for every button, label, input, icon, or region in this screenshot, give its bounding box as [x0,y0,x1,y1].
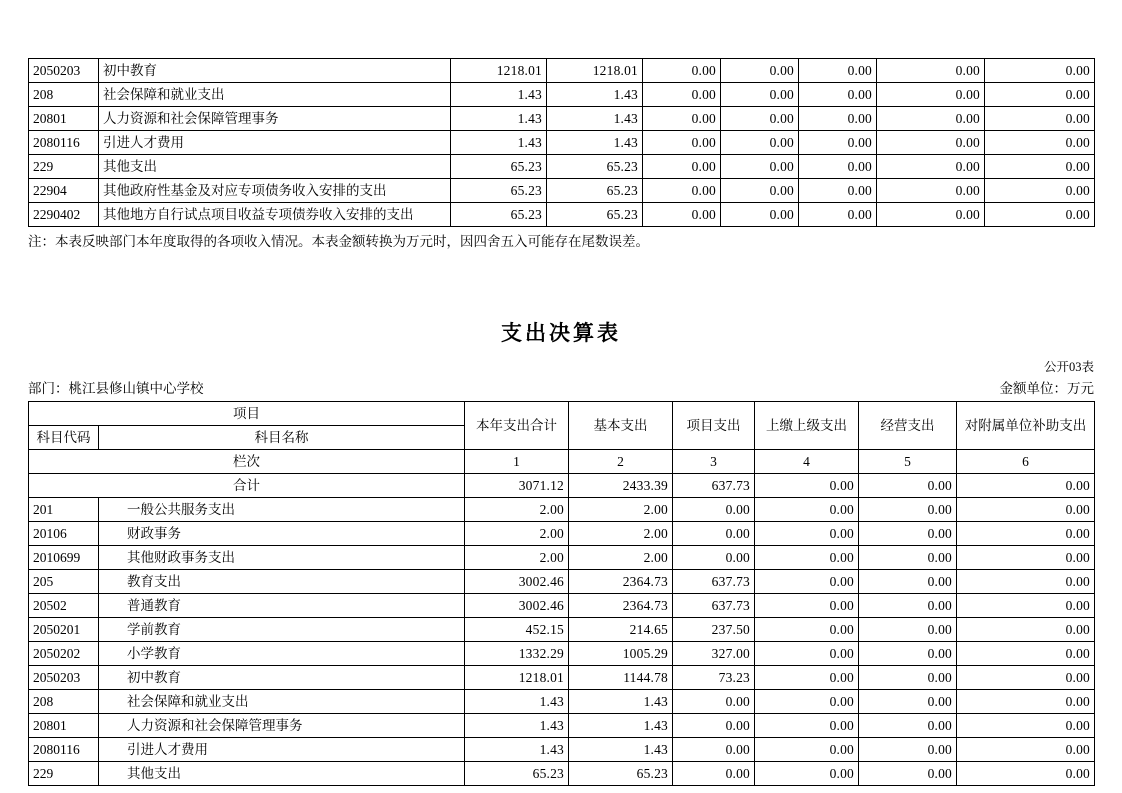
row-value: 0.00 [755,498,859,522]
row-value: 65.23 [547,155,643,179]
row-value: 0.00 [859,570,957,594]
header-name: 科目名称 [99,426,465,450]
row-name: 人力资源和社会保障管理事务 [99,107,451,131]
row-value: 0.00 [721,107,799,131]
row-value: 3002.46 [465,594,569,618]
row-value: 1.43 [569,690,673,714]
row-value: 0.00 [643,131,721,155]
row-value: 2364.73 [569,570,673,594]
row-value: 0.00 [985,131,1095,155]
row-value: 65.23 [569,762,673,786]
row-value: 0.00 [673,738,755,762]
row-value: 0.00 [673,546,755,570]
row-value: 1332.29 [465,642,569,666]
row-value: 0.00 [643,155,721,179]
table-note: 注：本表反映部门本年度取得的各项收入情况。本表金额转换为万元时，因四舍五入可能存在尾数误差。 [28,234,649,249]
header-col-2: 基本支出 [569,402,673,450]
row-value: 2.00 [465,498,569,522]
row-value: 0.00 [755,522,859,546]
row-value: 0.00 [985,107,1095,131]
row-value: 0.00 [877,59,985,83]
row-value: 65.23 [465,762,569,786]
row-value: 0.00 [755,690,859,714]
row-name: 初中教育 [99,59,451,83]
row-value: 0.00 [957,762,1095,786]
row-value: 0.00 [859,618,957,642]
row-value: 0.00 [721,203,799,227]
table-row [29,570,1095,594]
header-col-4: 上缴上级支出 [755,402,859,450]
table-row [29,594,1095,618]
row-value: 1.43 [465,738,569,762]
row-value: 1.43 [451,131,547,155]
total-row [29,474,1095,498]
row-value: 2.00 [465,546,569,570]
row-value: 0.00 [799,107,877,131]
row-code: 20801 [29,107,99,131]
row-value: 1218.01 [451,59,547,83]
row-name: 引进人才费用 [99,738,465,762]
row-code: 2290402 [29,203,99,227]
row-value: 0.00 [877,131,985,155]
row-code: 2050201 [29,618,99,642]
row-value: 65.23 [451,155,547,179]
row-value: 2.00 [569,498,673,522]
row-name: 其他支出 [99,155,451,179]
row-name: 学前教育 [99,618,465,642]
row-value: 0.00 [859,498,957,522]
row-value: 0.00 [859,546,957,570]
row-value: 1.43 [547,107,643,131]
table-row [29,83,1095,107]
row-value: 0.00 [877,179,985,203]
form-number: 公开03表 [1043,360,1094,374]
table-row [29,714,1095,738]
row-name: 社会保障和就业支出 [99,83,451,107]
row-value: 0.00 [957,666,1095,690]
row-value: 0.00 [877,83,985,107]
row-value: 0.00 [859,594,957,618]
row-code: 205 [29,570,99,594]
row-code: 2050203 [29,59,99,83]
row-value: 0.00 [859,666,957,690]
row-value: 1218.01 [465,666,569,690]
row-code: 201 [29,498,99,522]
total-value-1: 3071.12 [465,474,569,498]
header-col-3: 项目支出 [673,402,755,450]
row-name: 其他支出 [99,762,465,786]
row-value: 0.00 [721,179,799,203]
row-name: 初中教育 [99,666,465,690]
row-value: 0.00 [755,714,859,738]
row-value: 0.00 [859,522,957,546]
row-value: 65.23 [451,179,547,203]
row-value: 0.00 [957,498,1095,522]
row-value: 0.00 [799,131,877,155]
row-value: 1.43 [547,83,643,107]
row-value: 0.00 [957,618,1095,642]
table-row [29,762,1095,786]
row-value: 0.00 [643,107,721,131]
row-value: 0.00 [721,83,799,107]
row-name: 小学教育 [99,642,465,666]
row-name: 社会保障和就业支出 [99,690,465,714]
row-code: 2010699 [29,546,99,570]
row-value: 0.00 [957,690,1095,714]
row-value: 0.00 [957,714,1095,738]
row-value: 0.00 [673,690,755,714]
row-name: 普通教育 [99,594,465,618]
table-meta [28,377,1094,397]
rank-2: 2 [569,450,673,474]
row-value: 0.00 [877,155,985,179]
row-value: 637.73 [673,570,755,594]
header-item-group: 项目 [29,402,465,426]
row-value: 1.43 [451,83,547,107]
rank-6: 6 [957,450,1095,474]
table-row [29,522,1095,546]
row-value: 0.00 [721,59,799,83]
row-value: 0.00 [721,155,799,179]
header-col-6: 对附属单位补助支出 [957,402,1095,450]
department-label: 部门：桃江县修山镇中心学校 [28,381,204,396]
row-value: 0.00 [755,762,859,786]
header-col-5: 经营支出 [859,402,957,450]
row-value: 1218.01 [547,59,643,83]
row-value: 1.43 [465,714,569,738]
row-value: 0.00 [643,179,721,203]
page-title: 支出决算表 [501,321,621,345]
row-value: 3002.46 [465,570,569,594]
row-code: 20502 [29,594,99,618]
row-value: 0.00 [799,83,877,107]
row-value: 0.00 [755,738,859,762]
row-code: 229 [29,155,99,179]
row-name: 一般公共服务支出 [99,498,465,522]
row-value: 0.00 [985,203,1095,227]
row-value: 0.00 [957,546,1095,570]
row-code: 2080116 [29,738,99,762]
amount-unit-label: 金额单位：万元 [999,381,1094,396]
income-table [28,58,1095,227]
row-name: 其他财政事务支出 [99,546,465,570]
row-value: 0.00 [985,83,1095,107]
table-row [29,59,1095,83]
row-value: 0.00 [799,59,877,83]
row-value: 0.00 [859,690,957,714]
table-row [29,666,1095,690]
rank-4: 4 [755,450,859,474]
table-row [29,131,1095,155]
row-value: 0.00 [859,762,957,786]
row-value: 0.00 [957,642,1095,666]
row-code: 208 [29,83,99,107]
row-value: 0.00 [877,203,985,227]
row-value: 2.00 [465,522,569,546]
row-code: 20801 [29,714,99,738]
row-value: 0.00 [643,203,721,227]
row-code: 2050202 [29,642,99,666]
table-row [29,107,1095,131]
table-row [29,738,1095,762]
row-value: 0.00 [859,642,957,666]
header-rank-row [29,450,1095,474]
row-value: 0.00 [957,738,1095,762]
row-value: 0.00 [643,83,721,107]
row-value: 65.23 [451,203,547,227]
row-value: 0.00 [957,570,1095,594]
row-value: 1.43 [451,107,547,131]
total-value-4: 0.00 [755,474,859,498]
row-code: 229 [29,762,99,786]
table-row [29,642,1095,666]
row-value: 0.00 [755,618,859,642]
row-value: 0.00 [755,666,859,690]
row-value: 0.00 [755,642,859,666]
row-value: 637.73 [673,594,755,618]
expenditure-table [28,401,1095,786]
row-value: 452.15 [465,618,569,642]
row-code: 22904 [29,179,99,203]
row-value: 1.43 [465,690,569,714]
table-row [29,203,1095,227]
row-value: 73.23 [673,666,755,690]
rank-5: 5 [859,450,957,474]
row-name: 其他地方自行试点项目收益专项债券收入安排的支出 [99,203,451,227]
row-value: 2.00 [569,522,673,546]
income-table-continuation [28,0,1094,227]
row-code: 2050203 [29,666,99,690]
row-name: 财政事务 [99,522,465,546]
row-name: 人力资源和社会保障管理事务 [99,714,465,738]
row-code: 2080116 [29,131,99,155]
table-row [29,546,1095,570]
row-value: 0.00 [799,179,877,203]
total-value-6: 0.00 [957,474,1095,498]
rank-label: 栏次 [29,450,465,474]
row-value: 0.00 [957,594,1095,618]
total-value-5: 0.00 [859,474,957,498]
row-value: 1005.29 [569,642,673,666]
row-value: 0.00 [985,155,1095,179]
row-value: 0.00 [673,498,755,522]
row-value: 0.00 [673,522,755,546]
row-value: 0.00 [859,714,957,738]
row-name: 引进人才费用 [99,131,451,155]
header-col-1: 本年支出合计 [465,402,569,450]
row-value: 0.00 [877,107,985,131]
row-value: 1.43 [547,131,643,155]
row-value: 2364.73 [569,594,673,618]
rank-3: 3 [673,450,755,474]
row-value: 2.00 [569,546,673,570]
row-name: 教育支出 [99,570,465,594]
row-value: 65.23 [547,203,643,227]
row-value: 214.65 [569,618,673,642]
row-value: 0.00 [673,762,755,786]
row-value: 0.00 [721,131,799,155]
rank-1: 1 [465,450,569,474]
row-value: 0.00 [799,203,877,227]
row-value: 0.00 [985,59,1095,83]
table-row [29,618,1095,642]
table-row [29,498,1095,522]
row-value: 237.50 [673,618,755,642]
row-value: 1.43 [569,738,673,762]
header-code: 科目代码 [29,426,99,450]
row-value: 65.23 [547,179,643,203]
row-value: 0.00 [859,738,957,762]
row-value: 1144.78 [569,666,673,690]
table-row [29,690,1095,714]
row-value: 0.00 [755,546,859,570]
total-value-3: 637.73 [673,474,755,498]
expenditure-table-header [29,402,1095,498]
table-row [29,155,1095,179]
row-value: 0.00 [755,570,859,594]
row-value: 0.00 [755,594,859,618]
row-name: 其他政府性基金及对应专项债务收入安排的支出 [99,179,451,203]
total-label: 合计 [29,474,465,498]
row-code: 20106 [29,522,99,546]
table-row [29,179,1095,203]
row-value: 0.00 [673,714,755,738]
row-value: 0.00 [957,522,1095,546]
row-value: 0.00 [643,59,721,83]
row-value: 0.00 [985,179,1095,203]
header-row-1 [29,402,1095,426]
row-value: 1.43 [569,714,673,738]
row-value: 0.00 [799,155,877,179]
total-value-2: 2433.39 [569,474,673,498]
row-value: 327.00 [673,642,755,666]
row-code: 208 [29,690,99,714]
